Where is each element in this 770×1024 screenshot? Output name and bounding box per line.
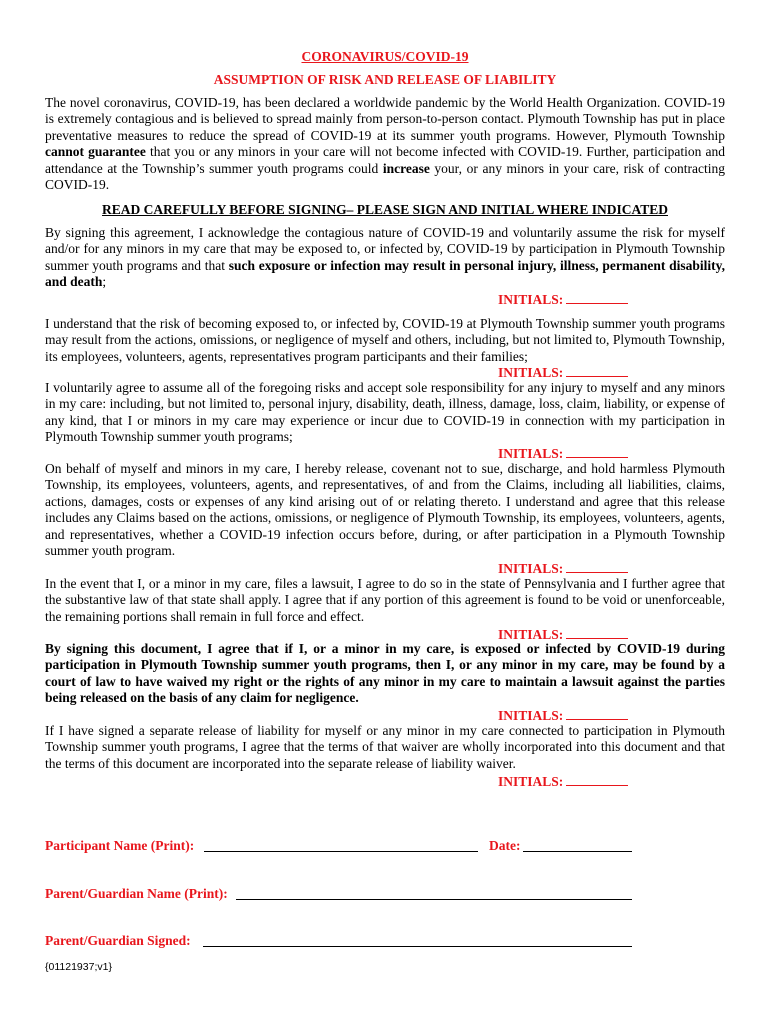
read-carefully-heading: READ CAREFULLY BEFORE SIGNING– PLEASE SIGN AND INITIAL WHERE INDICATED — [102, 202, 668, 217]
guardian-name-field[interactable] — [236, 899, 632, 900]
initials-line[interactable] — [566, 445, 628, 458]
initials-field-4[interactable]: INITIALS: — [498, 560, 628, 577]
document-title: CORONAVIRUS/COVID-19 — [301, 49, 469, 64]
initials-line[interactable] — [566, 773, 628, 786]
date-label: Date: — [489, 838, 521, 853]
document-subtitle: ASSUMPTION OF RISK AND RELEASE OF LIABILITY — [213, 72, 557, 87]
initials-field-7[interactable]: INITIALS: — [498, 773, 628, 790]
clause-2: I understand that the risk of becoming exposed to, or infected by, COVID-19 at Plymouth Township summer youth programs may result from the actions, omissions, or negligence of myself and others, including, but not limited to, Plymouth Township, its employees, volunteers, agents, representatives program participants and their families; — [45, 316, 725, 364]
clause-4: On behalf of myself and minors in my care, I hereby release, covenant not to sue, discharge, and hold harmless Plymouth Township, its employees, volunteers, agents, and representatives, of and from the Claims, including all liabilities, claims, actions, damages, costs or expenses of any kind arising out of or relating thereto. I understand and agree that this release includes any Claims based on the actions, omissions, or negligence of Plymouth Township, its employees, volunteers, agents, and representatives, whether a COVID-19 infection occurs before, during, or after participation in a Plymouth Township summer youth program. — [45, 461, 725, 559]
initials-line[interactable] — [566, 291, 628, 304]
initials-line[interactable] — [566, 560, 628, 573]
clause-6: By signing this document, I agree that if I, or a minor in my care, is exposed or infected by COVID-19 during participation in Plymouth Township summer youth programs, then I, or any minor in my care, may be found by a court of law to have waived my right or the rights of any minor in my care to maintain a lawsuit against the parties being released on the basis of any claim for negligence. — [45, 641, 725, 706]
clause-3: I voluntarily agree to assume all of the foregoing risks and accept sole responsibility for any injury to myself and any minors in my care: including, but not limited to, personal injury, disability, death, illness, damage, loss, claim, liability, or expense of any kind, that I or minors in my care may experience or incur due to COVID-19 in connection with my participation in Plymouth Township summer youth programs; — [45, 380, 725, 445]
guardian-name-label: Parent/Guardian Name (Print): — [45, 886, 228, 901]
initials-field-2[interactable]: INITIALS: — [498, 364, 628, 381]
clause-5: In the event that I, or a minor in my care, files a lawsuit, I agree to do so in the state of Pennsylvania and I further agree that the substantive law of that state shall apply. I agree that if any portion of this agreement is found to be void or unenforceable, the remaining portions shall remain in full force and effect. — [45, 576, 725, 624]
guardian-signature-field[interactable] — [203, 946, 632, 947]
initials-line[interactable] — [566, 364, 628, 377]
guardian-signed-label: Parent/Guardian Signed: — [45, 933, 191, 948]
participant-name-field[interactable] — [204, 851, 478, 852]
clause-7: If I have signed a separate release of liability for myself or any minor in my care connected to participation in Plymouth Township summer youth programs, I agree that the terms of that waiver are wholly incorporated into this document and that the terms of this document are incorporated into the separate release of liability waiver. — [45, 723, 725, 771]
initials-field-3[interactable]: INITIALS: — [498, 445, 628, 462]
initials-field-1[interactable]: INITIALS: — [498, 291, 628, 308]
initials-line[interactable] — [566, 626, 628, 639]
initials-field-5[interactable]: INITIALS: — [498, 626, 628, 643]
document-id-footer: {01121937;v1} — [45, 961, 112, 973]
intro-paragraph: The novel coronavirus, COVID-19, has been declared a worldwide pandemic by the World Health Organization. COVID-19 is extremely contagious and is believed to spread mainly from person-to-person contact. Plymouth Township has put in place preventative measures to reduce the spread of COVID-19 at its summer youth programs. However, Plymouth Township cannot guarantee that you or any minors in your care will not become infected with COVID-19. Further, participation and attendance at the Township’s summer youth programs could increase your, or any minors in your care, risk of contracting COVID-19. — [45, 95, 725, 193]
participant-name-label: Participant Name (Print): — [45, 838, 195, 853]
initials-line[interactable] — [566, 707, 628, 720]
clause-1: By signing this agreement, I acknowledge the contagious nature of COVID-19 and voluntarily assume the risk for myself and/or for any minors in my care that may be exposed to, or infected by, COVID-19 by participation in Plymouth Township summer youth programs and that such exposure or infection may result in personal injury, illness, permanent disability, and death; — [45, 225, 726, 290]
date-field[interactable] — [523, 851, 632, 852]
initials-field-6[interactable]: INITIALS: — [498, 707, 628, 724]
